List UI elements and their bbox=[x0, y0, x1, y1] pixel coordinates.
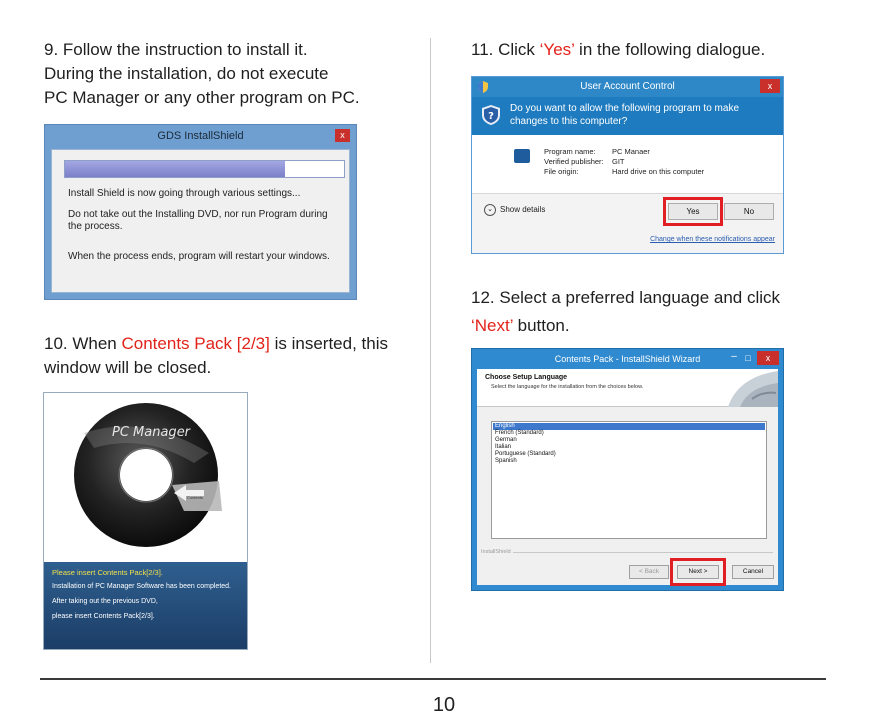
gds-status-text: Install Shield is now going through various settings... bbox=[68, 188, 301, 199]
no-button[interactable]: No bbox=[724, 203, 774, 220]
show-details-toggle[interactable] bbox=[484, 204, 545, 216]
next-callout-box bbox=[670, 558, 726, 586]
next-button[interactable]: Next > bbox=[677, 565, 719, 579]
pc-manager-logo bbox=[112, 425, 190, 440]
after-removal-text: After taking out the previous DVD, bbox=[52, 598, 158, 605]
shield-icon bbox=[478, 81, 488, 93]
step-10-prefix: 10. When bbox=[44, 334, 122, 353]
uac-footer bbox=[472, 194, 783, 253]
installshield-wizard-dialog bbox=[471, 348, 784, 591]
footer-rule bbox=[40, 678, 826, 680]
gds-progress-bar bbox=[64, 160, 345, 178]
language-listbox[interactable] bbox=[491, 421, 767, 539]
wizard-header bbox=[477, 369, 778, 407]
wizard-close-button[interactable]: x bbox=[757, 351, 779, 365]
step-11-prefix: 11. Click bbox=[471, 40, 540, 59]
minimize-button[interactable]: – bbox=[731, 351, 737, 362]
please-insert-text: please insert Contents Pack[2/3]. bbox=[52, 613, 155, 620]
pc-manager-disc-area bbox=[44, 393, 247, 562]
gds-progress-fill bbox=[65, 161, 285, 177]
program-name-value: PC Manaer bbox=[612, 147, 650, 156]
wizard-title-bar bbox=[472, 349, 783, 369]
pc-manager-logo-text: PC Manager bbox=[112, 425, 191, 440]
chevron-down-icon: ⌄ bbox=[484, 204, 496, 216]
svg-text:?: ? bbox=[488, 111, 494, 122]
uac-program-details bbox=[544, 147, 704, 177]
installshield-brand: InstallShield bbox=[481, 549, 511, 555]
brand-separator bbox=[513, 552, 773, 553]
disc-icon bbox=[44, 393, 247, 562]
step-10-suffix: is inserted, this bbox=[269, 334, 388, 353]
wizard-title-text: Contents Pack - InstallShield Wizard bbox=[554, 354, 701, 364]
uac-question-text: Do you want to allow the following program to make changes to this computer? bbox=[510, 103, 740, 127]
show-details-label: Show details bbox=[500, 205, 546, 214]
step-10-text bbox=[44, 332, 424, 380]
gds-dialog-title bbox=[45, 125, 356, 147]
yes-button[interactable]: Yes bbox=[668, 203, 718, 220]
step-9-line-1: 9. Follow the instruction to install it. bbox=[44, 40, 308, 59]
step-12-line-1: 12. Select a preferred language and click bbox=[471, 288, 781, 307]
wizard-graphic-icon bbox=[718, 369, 778, 407]
step-11-text bbox=[471, 38, 851, 62]
maximize-button[interactable]: □ bbox=[745, 353, 751, 363]
uac-title-text: User Account Control bbox=[580, 81, 675, 92]
wizard-body bbox=[477, 369, 778, 585]
step-12-suffix: button. bbox=[512, 316, 570, 335]
column-divider bbox=[430, 38, 431, 663]
wizard-header-title: Choose Setup Language bbox=[485, 374, 568, 381]
program-name-label: Program name: bbox=[544, 147, 596, 156]
disc-label: Contents bbox=[187, 495, 204, 500]
pc-manager-splash bbox=[43, 392, 248, 650]
cancel-button[interactable]: Cancel bbox=[732, 565, 774, 579]
origin-value: Hard drive on this computer bbox=[612, 167, 705, 176]
language-option[interactable]: English bbox=[493, 423, 765, 430]
language-option[interactable]: Portuguese (Standard) bbox=[495, 451, 556, 457]
step-12-text bbox=[471, 284, 851, 340]
page-number: 10 bbox=[432, 694, 456, 716]
install-completed-text: Installation of PC Manager Software has been completed. bbox=[52, 583, 231, 590]
step-9-line-3: PC Manager or any other program on PC. bbox=[44, 88, 360, 107]
uac-question-banner bbox=[472, 97, 783, 135]
step-9-line-2: During the installation, do not execute bbox=[44, 64, 329, 83]
language-option[interactable]: German bbox=[495, 437, 517, 443]
step-11-suffix: in the following dialogue. bbox=[574, 40, 766, 59]
step-9-text bbox=[44, 38, 414, 110]
step-10-highlight: Contents Pack [2/3] bbox=[121, 334, 270, 353]
yes-callout-box bbox=[663, 197, 723, 226]
gds-dialog-body bbox=[51, 149, 350, 293]
gds-installshield-dialog bbox=[44, 124, 357, 300]
back-button[interactable]: < Back bbox=[629, 565, 669, 579]
step-11-highlight: ‘Yes’ bbox=[539, 40, 575, 59]
step-10-line-2: window will be closed. bbox=[44, 358, 212, 377]
uac-title-bar bbox=[472, 77, 783, 97]
language-option[interactable]: Spanish bbox=[495, 458, 517, 464]
notification-settings-link[interactable]: Change when these notifications appear bbox=[650, 236, 775, 243]
gds-close-button[interactable]: x bbox=[335, 129, 350, 142]
origin-label: File origin: bbox=[544, 167, 579, 176]
publisher-label: Verified publisher: bbox=[544, 157, 604, 166]
uac-close-button[interactable]: x bbox=[760, 79, 780, 93]
pc-manager-info-panel bbox=[44, 562, 247, 650]
wizard-header-subtitle: Select the language for the installation from the choices below. bbox=[491, 384, 644, 390]
help-shield-icon bbox=[482, 105, 500, 125]
step-12-highlight: ‘Next’ bbox=[471, 316, 513, 335]
language-option[interactable]: French (Standard) bbox=[495, 430, 544, 436]
user-account-control-dialog bbox=[471, 76, 784, 254]
insert-prompt: Please insert Contents Pack[2/3]. bbox=[52, 568, 163, 577]
gds-restart-text: When the process ends, program will restart your windows. bbox=[68, 251, 330, 262]
publisher-value: GIT bbox=[612, 157, 625, 166]
gds-warning-text: Do not take out the Installing DVD, nor run Program during the process. bbox=[68, 209, 328, 232]
program-icon bbox=[514, 149, 530, 163]
gds-title-text: GDS InstallShield bbox=[157, 130, 244, 142]
language-option[interactable]: Italian bbox=[495, 444, 512, 450]
